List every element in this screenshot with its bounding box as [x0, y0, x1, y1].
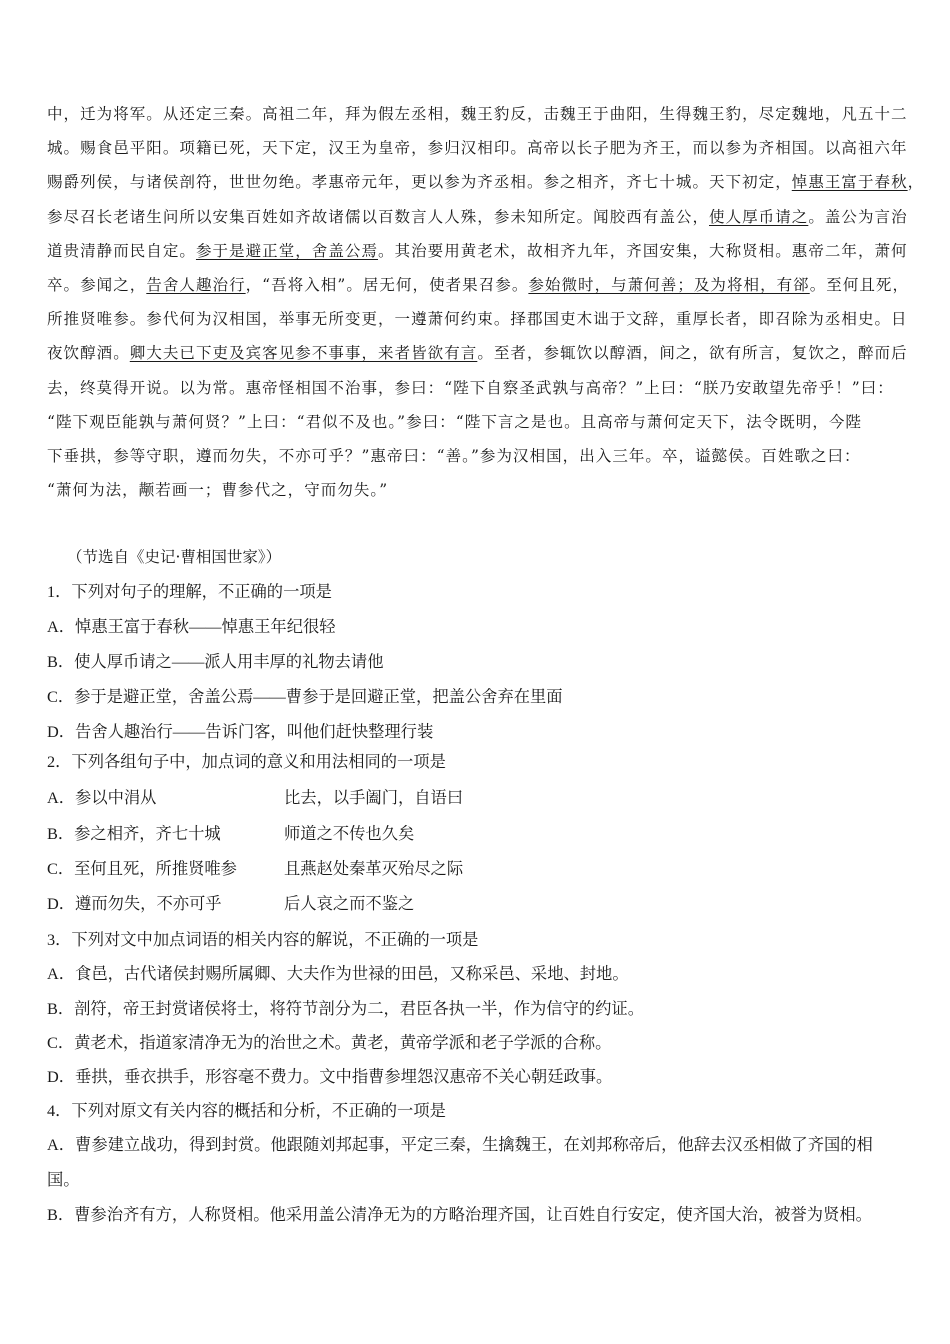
option-sentence: B．参之相齐，齐七十城	[47, 824, 221, 843]
question-stem: 3．下列对文中加点词语的相关内容的解说，不正确的一项是	[47, 930, 479, 949]
passage-text: 。其治要用黄老术，故相齐九年，齐国安集，大称贤相。惠帝二年，萧何	[378, 241, 908, 260]
option-compare-sentence: 且燕赵处秦革灭殆尽之际	[284, 859, 464, 878]
underlined-sentence-6: 卿大夫已下吏及宾客见参不事事，来者皆欲有言	[129, 344, 478, 363]
passage-text: 卒。参闻之，	[47, 275, 147, 294]
option-compare-sentence: 后人哀之而不鉴之	[284, 894, 415, 913]
option-sentence: A．参以中涓从	[47, 788, 157, 807]
underlined-sentence-5: 参始微时，与萧何善；及为将相，有郤	[528, 275, 810, 294]
option-compare-sentence: 师道之不传也久矣	[284, 824, 415, 843]
option-d: D．告舍人趣治行——告诉门客，叫他们赶快整理行装	[47, 722, 434, 741]
passage-text: 道贵清静而民自定。	[47, 241, 196, 260]
underlined-sentence-2: 使人厚币请之	[709, 207, 809, 226]
passage-line: 中，迁为将军。从还定三秦。高祖二年，拜为假左丞相，魏王豹反，击魏王于曲阳，生得魏王豹，尽定魏地，凡五十二	[47, 105, 908, 123]
passage-text: 赐爵列侯，与诸侯剖符，世世勿绝。孝惠帝元年，更以参为齐丞相。参之相齐，齐七十城。天下初定，	[47, 173, 792, 192]
underlined-sentence-4: 告舍人趣治行	[146, 275, 246, 294]
option-b	[47, 820, 415, 844]
option-a: A．曹参建立战功，得到封赏。他跟随刘邦起事，平定三秦，生擒魏王，在刘邦称帝后，他辞去汉丞相做了齐国的相	[47, 1135, 873, 1154]
passage-line: 下垂拱，参等守职，遵而勿失，不亦可乎？”惠帝曰：“善。”参为汉相国，出入三年。卒，谥懿侯。百姓歌之曰：	[47, 446, 861, 465]
option-b: B．剖符，帝王封赏诸侯将士，将符节剖分为二，君臣各执一半，作为信守的约证。	[47, 999, 644, 1018]
option-sentence: C．至何且死，所推贤唯参	[47, 859, 237, 878]
passage-line: “萧何为法，颟若画一；曹参代之，守而勿失。”	[47, 481, 389, 500]
option-a-continued: 国。	[47, 1170, 80, 1189]
passage-line	[47, 268, 909, 302]
passage-line: 所推贤唯参。参代何为汉相国，举事无所变更，一遵萧何约束。择郡国吏木诎于文辞，重厚长者，即召除为丞相史。日	[47, 310, 908, 329]
option-b: B．使人厚币请之——派人用丰厚的礼物去请他	[47, 652, 384, 671]
passage-line: 去，终莫得开说。以为常。惠帝怪相国不治事，参曰：“陛下自察圣武孰与高帝？”上曰：“朕乃安敢望先帝乎！”曰：	[47, 378, 894, 397]
option-c: C．参于是避正堂，舍盖公焉——曹参于是回避正堂，把盖公舍弃在里面	[47, 687, 563, 706]
option-c: C．黄老术，指道家清净无为的治世之术。黄老，黄帝学派和老子学派的合称。	[47, 1033, 612, 1052]
passage-text: 。至者，参辄饮以醇酒，间之，欲有所言，复饮之，醉而后	[477, 344, 908, 363]
passage-text: 。盖公为言治	[808, 207, 908, 226]
passage-line	[47, 234, 909, 268]
option-c	[47, 855, 464, 879]
option-a	[47, 784, 464, 808]
passage-text: 夜饮醇酒。	[47, 344, 130, 363]
classical-passage	[47, 97, 925, 507]
option-a: A．悼惠王富于春秋——悼惠王年纪很轻	[47, 617, 336, 636]
option-b: B．曹参治齐有方，人称贤相。他采用盖公清净无为的方略治理齐国，让百姓自行安定，使齐国大治，被誉为贤相。	[47, 1205, 872, 1224]
passage-line: “陛下观臣能孰与萧何贤？”上曰：“君似不及也。”参曰：“陛下言之是也。且高帝与萧何定天下，法令既明，今陛	[47, 412, 862, 431]
question-stem: 1．下列对句子的理解，不正确的一项是	[47, 582, 332, 601]
option-d	[47, 890, 415, 914]
passage-text: 参尽召长老诸生问所以安集百姓如齐故诸儒以百数言人人殊，参未知所定。闻胶西有盖公，	[47, 207, 710, 226]
passage-source: （节选自《史记·曹相国世家》）	[67, 548, 282, 566]
passage-line	[47, 200, 909, 234]
underlined-sentence-1: 悼惠王富于春秋	[791, 173, 908, 192]
question-stem: 4．下列对原文有关内容的概括和分析，不正确的一项是	[47, 1101, 446, 1120]
passage-text: ，	[907, 173, 925, 192]
passage-line: 城。赐食邑平阳。项籍已死，天下定，汉王为皇帝，参归汉相印。高帝以长子肥为齐王，而以参为齐相国。以高祖六年	[47, 139, 908, 158]
option-sentence: D．遵而勿失，不亦可乎	[47, 894, 222, 913]
option-compare-sentence: 比去，以手阖门，自语曰	[284, 788, 464, 807]
option-d: D．垂拱，垂衣拱手，形容毫不费力。文中指曹参埋怨汉惠帝不关心朝廷政事。	[47, 1067, 613, 1086]
passage-text: 。至何且死，	[809, 275, 910, 294]
passage-text: ，“吾将入相”。居无何，使者果召参。	[245, 275, 529, 294]
underlined-sentence-3: 参于是避正堂，舍盖公焉	[195, 241, 379, 260]
option-a: A．食邑，古代诸侯封赐所属卿、大夫作为世禄的田邑，又称采邑、采地、封地。	[47, 964, 629, 983]
passage-line	[47, 336, 909, 370]
question-stem: 2．下列各组句子中，加点词的意义和用法相同的一项是	[47, 752, 446, 771]
passage-line	[47, 165, 925, 199]
